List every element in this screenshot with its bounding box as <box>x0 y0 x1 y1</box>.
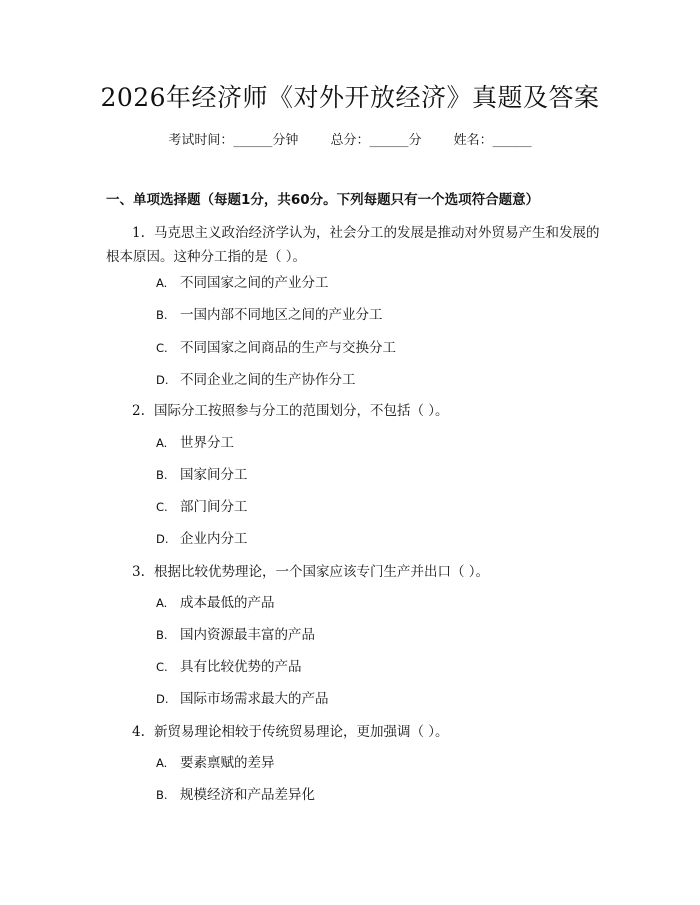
question-text: 马克思主义政治经济学认为，社会分工的发展是推动对外贸易产生和发展的根本原因。这种分工指的是（ ）。 <box>106 225 600 265</box>
option-1b <box>156 305 383 325</box>
option-letter: D. <box>156 692 169 706</box>
option-3d <box>156 689 329 709</box>
option-text: 不同国家之间商品的生产与交换分工 <box>180 340 396 356</box>
option-letter: B. <box>156 308 168 322</box>
option-1c <box>156 338 396 358</box>
option-letter: A. <box>156 436 168 450</box>
question-number: 2. <box>132 403 145 419</box>
option-letter: B. <box>156 468 168 482</box>
total-score-field: 总分：______分 <box>330 133 422 148</box>
option-2a <box>156 433 234 453</box>
question-2 <box>106 399 606 423</box>
option-3a <box>156 593 275 613</box>
option-letter: D. <box>156 532 169 546</box>
option-3b <box>156 625 315 645</box>
question-text: 新贸易理论相较于传统贸易理论，更加强调（ ）。 <box>154 724 449 740</box>
option-1d <box>156 370 356 390</box>
option-2d <box>156 529 248 549</box>
option-text: 要素禀赋的差异 <box>180 755 275 771</box>
option-letter: A. <box>156 756 168 770</box>
question-number: 1. <box>132 225 145 241</box>
question-number: 3. <box>132 564 145 580</box>
option-letter: C. <box>156 341 168 355</box>
option-text: 规模经济和产品差异化 <box>180 787 315 803</box>
question-1 <box>106 221 606 269</box>
option-2b <box>156 465 248 485</box>
option-3c <box>156 657 302 677</box>
option-letter: C. <box>156 500 168 514</box>
option-2c <box>156 497 248 517</box>
option-1a <box>156 273 329 293</box>
question-4 <box>106 720 606 744</box>
option-text: 不同企业之间的生产协作分工 <box>180 372 356 388</box>
option-text: 一国内部不同地区之间的产业分工 <box>180 307 383 323</box>
option-text: 不同国家之间的产业分工 <box>180 275 329 291</box>
option-text: 部门间分工 <box>180 499 248 515</box>
option-letter: A. <box>156 276 168 290</box>
option-text: 企业内分工 <box>180 531 248 547</box>
option-4b <box>156 785 315 805</box>
page-title: 2026年经济师《对外开放经济》真题及答案 <box>100 83 600 112</box>
question-text: 国际分工按照参与分工的范围划分，不包括（ ）。 <box>154 403 449 419</box>
option-letter: A. <box>156 596 168 610</box>
option-text: 具有比较优势的产品 <box>180 659 302 675</box>
option-letter: B. <box>156 628 168 642</box>
name-field: 姓名：______ <box>453 133 532 148</box>
option-text: 世界分工 <box>180 435 234 451</box>
section-heading: 一、单项选择题（每题1分，共60分。下列每题只有一个选项符合题意） <box>106 192 540 208</box>
question-3 <box>106 560 606 584</box>
option-letter: D. <box>156 373 169 387</box>
option-letter: C. <box>156 660 168 674</box>
question-text: 根据比较优势理论，一个国家应该专门生产并出口（ ）。 <box>154 564 490 580</box>
option-text: 成本最低的产品 <box>180 595 275 611</box>
option-text: 国际市场需求最大的产品 <box>180 691 329 707</box>
option-text: 国内资源最丰富的产品 <box>180 627 315 643</box>
option-text: 国家间分工 <box>180 467 248 483</box>
option-4a <box>156 753 275 773</box>
exam-meta <box>0 130 700 152</box>
exam-time-field: 考试时间：______分钟 <box>168 133 299 148</box>
question-number: 4. <box>132 724 145 740</box>
option-letter: B. <box>156 788 168 802</box>
